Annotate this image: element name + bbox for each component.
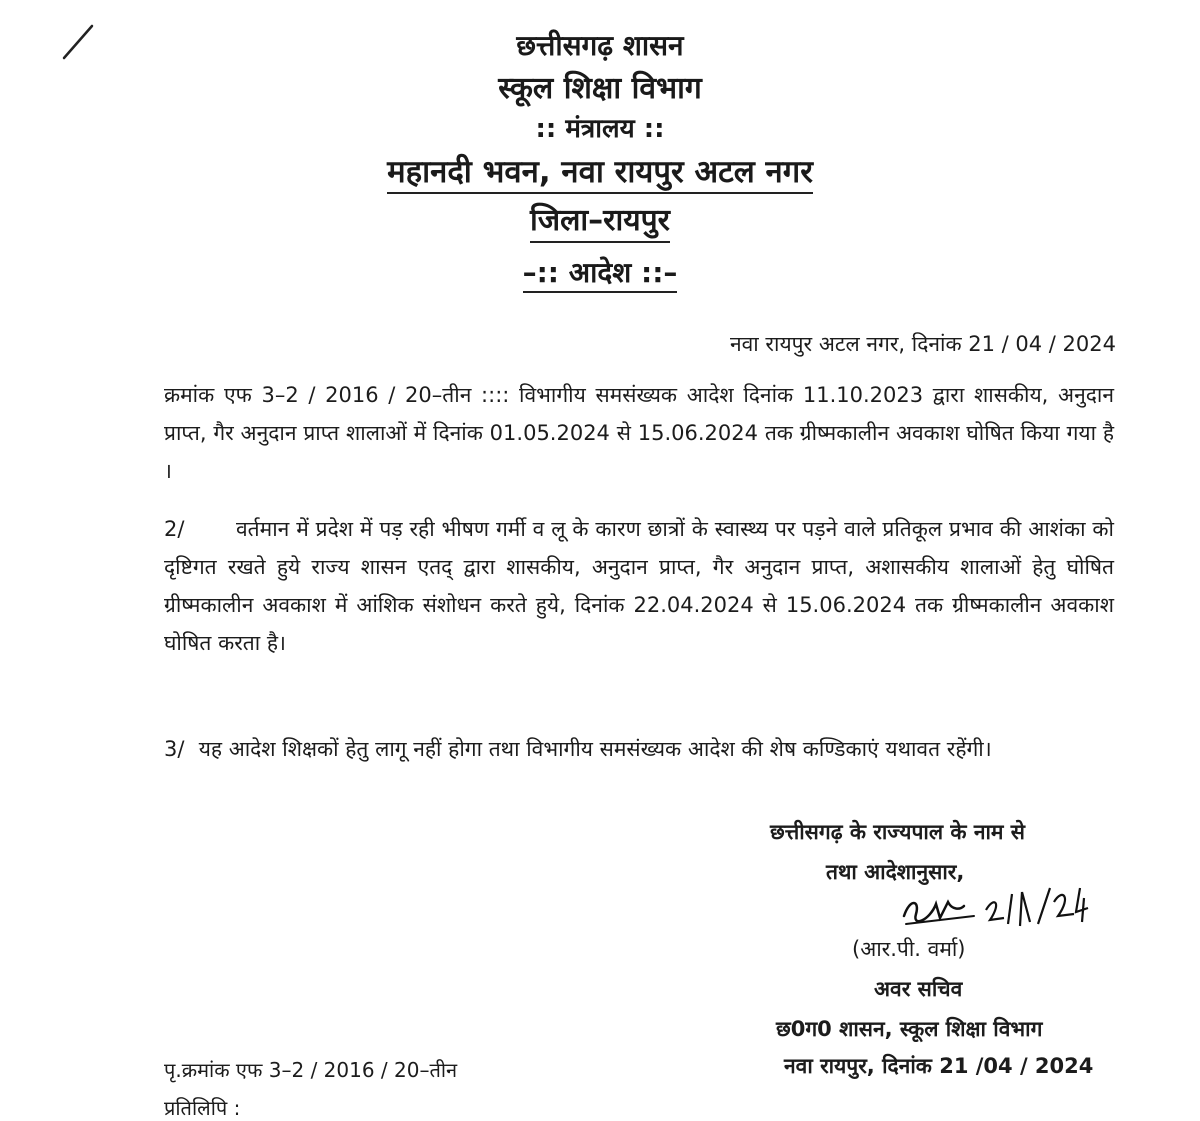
paragraph-3-number: 3/ (164, 737, 185, 761)
signature-place-date: नवा रायपुर, दिनांक 21 /04 / 2024 (784, 1054, 1094, 1078)
signatory-department: छ0ग0 शासन, स्कूल शिक्षा विभाग (776, 1017, 1043, 1041)
order-date-line: नवा रायपुर अटल नगर, दिनांक 21 / 04 / 2024 (729, 332, 1116, 356)
signatory-name: (आर.पी. वर्मा) (852, 937, 966, 961)
paragraph-2-number: 2/ (164, 517, 185, 541)
copy-to-label: प्रतिलिपि : (164, 1096, 241, 1120)
order-authority-line: तथा आदेशानुसार, (826, 860, 965, 884)
paragraph-1: क्रमांक एफ 3–2 / 2016 / 20–तीन :::: विभागीय समसंख्यक आदेश दिनांक 11.10.2023 द्वारा शासकीय, अनुदान प्राप्त, गैर अनुदान प्राप्त शालाओं में दिनांक 01.05.2024 से 15.06.2024 तक ग्रीष्मकालीन अवकाश घोषित किया गया है । (164, 383, 1114, 483)
authority-line: छत्तीसगढ़ के राज्यपाल के नाम से (770, 820, 1025, 844)
paragraph-3-text: यह आदेश शिक्षकों हेतु लागू नहीं होगा तथा विभागीय समसंख्यक आदेश की शेष कण्डिकाएं यथावत रहेंगी। (198, 737, 992, 761)
office-address: महानदी भवन, नवा रायपुर अटल नगर (387, 155, 813, 195)
paragraph-2-text: वर्तमान में प्रदेश में पड़ रही भीषण गर्मी व लू के कारण छात्रों के स्वास्थ्य पर पड़ने वाले प्रतिकूल प्रभाव की आशंका को दृष्टिगत रखते हुये राज्य शासन एतद् द्वारा शासकीय, अनुदान प्राप्त, गैर अनुदान प्राप्त, अशासकीय शालाओं हेतु घोषित ग्रीष्मकालीन अवकाश में आंशिक संशोधन करते हुये, दिनांक 22.04.2024 से 15.06.2024 तक ग्रीष्मकालीन अवकाश घोषित करता है। (164, 517, 1114, 655)
letterhead (0, 30, 1200, 293)
district-label: जिला–रायपुर (530, 204, 670, 243)
paragraph-3 (164, 730, 1114, 768)
order-title: –:: आदेश ::– (523, 257, 678, 293)
government-name: छत्तीसगढ़ शासन (516, 29, 684, 62)
department-name: स्कूल शिक्षा विभाग (498, 71, 702, 107)
endorsement-reference: पृ.क्रमांक एफ 3–2 / 2016 / 20–तीन (164, 1058, 458, 1082)
ministry-label: :: मंत्रालय :: (535, 113, 665, 144)
signatory-designation: अवर सचिव (874, 977, 963, 1001)
paragraph-2 (164, 510, 1114, 662)
handwritten-signature (890, 880, 1090, 940)
